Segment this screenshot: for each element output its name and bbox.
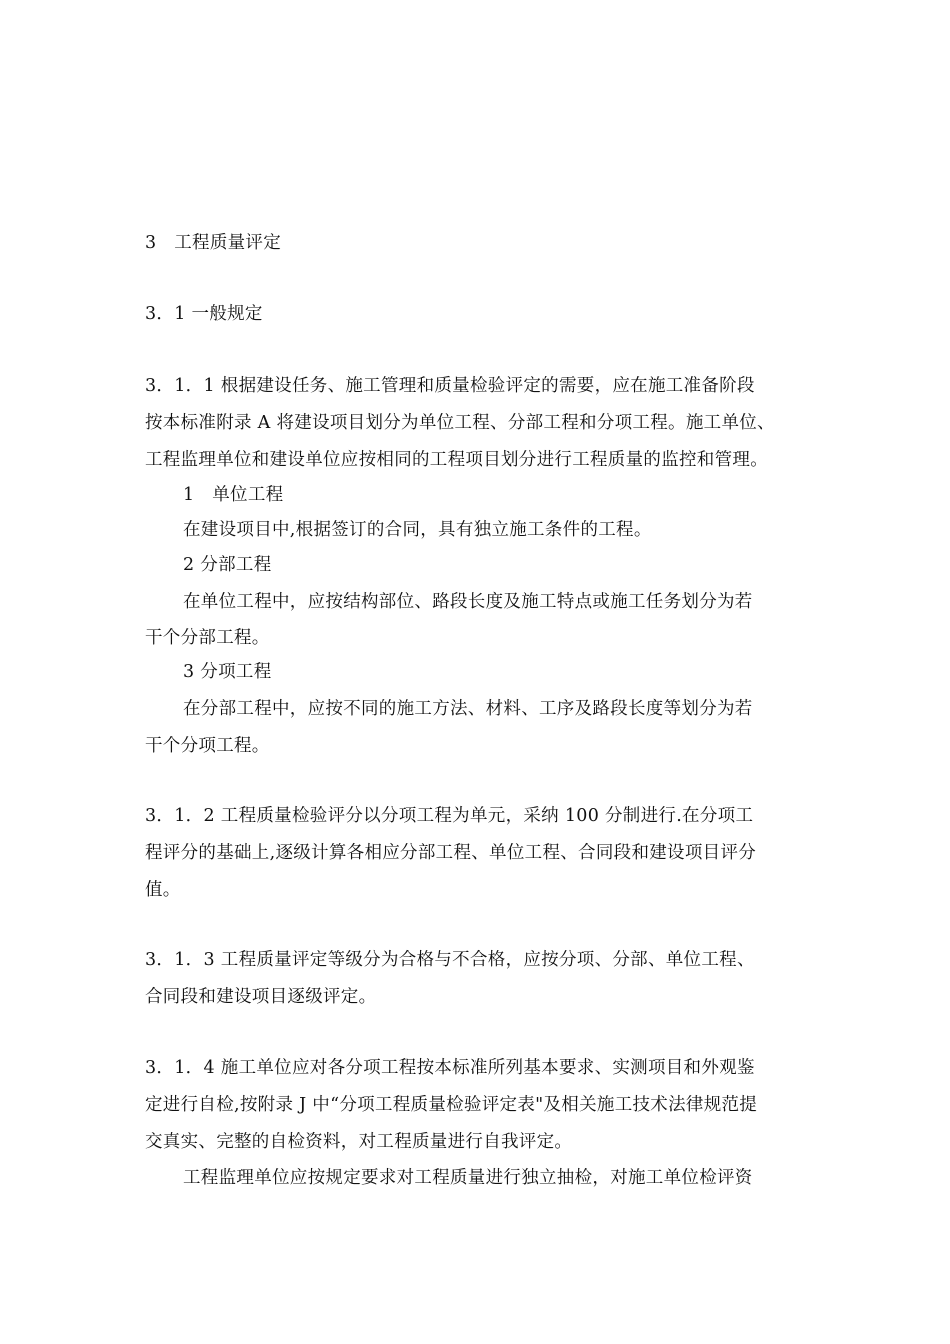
- item-3-title: 3 分项工程: [183, 662, 272, 682]
- clause-3-1-1-line2: 按本标准附录 A 将建设项目划分为单位工程、分部工程和分项工程。施工单位、: [145, 413, 775, 433]
- clause-3-1-3-line2: 合同段和建设项目逐级评定。: [145, 987, 377, 1007]
- item-2-title: 2 分部工程: [183, 555, 272, 575]
- item-1-text: 在建设项目中,根据签订的合同，具有独立施工条件的工程。: [183, 520, 652, 540]
- subsection-heading: 3．1 一般规定: [145, 304, 263, 324]
- item-3-text-line1: 在分部工程中，应按不同的施工方法、材料、工序及路段长度等划分为若: [183, 699, 753, 719]
- clause-3-1-4-para2-line1: 工程监理单位应按规定要求对工程质量进行独立抽检，对施工单位检评资: [183, 1168, 753, 1188]
- item-1-title: 1 单位工程: [183, 485, 284, 505]
- section-heading: 3 工程质量评定: [145, 233, 282, 253]
- clause-3-1-3-line1: 3．1．3 工程质量评定等级分为合格与不合格，应按分项、分部、单位工程、: [145, 950, 755, 970]
- clause-3-1-1-line1: 3．1．1 根据建设任务、施工管理和质量检验评定的需要，应在施工准备阶段: [145, 376, 755, 396]
- clause-3-1-4-line1: 3．1．4 施工单位应对各分项工程按本标准所列基本要求、实测项目和外观鉴: [145, 1058, 755, 1078]
- clause-3-1-2-line3: 值。: [145, 880, 181, 900]
- item-2-text-line2: 干个分部工程。: [145, 628, 270, 648]
- clause-3-1-2-line2: 程评分的基础上,逐级计算各相应分部工程、单位工程、合同段和建设项目评分: [145, 843, 757, 863]
- clause-3-1-4-line3: 交真实、完整的自检资料，对工程质量进行自我评定。: [145, 1132, 573, 1152]
- item-3-text-line2: 干个分项工程。: [145, 736, 270, 756]
- clause-3-1-2-line1: 3．1．2 工程质量检验评分以分项工程为单元，采纳 100 分制进行.在分项工: [145, 806, 754, 826]
- item-2-text-line1: 在单位工程中，应按结构部位、路段长度及施工特点或施工任务划分为若: [183, 592, 753, 612]
- clause-3-1-4-line2: 定进行自检,按附录 J 中“分项工程质量检验评定表"及相关施工技术法律规范提: [145, 1095, 758, 1115]
- clause-3-1-1-line3: 工程监理单位和建设单位应按相同的工程项目划分进行工程质量的监控和管理。: [145, 450, 768, 470]
